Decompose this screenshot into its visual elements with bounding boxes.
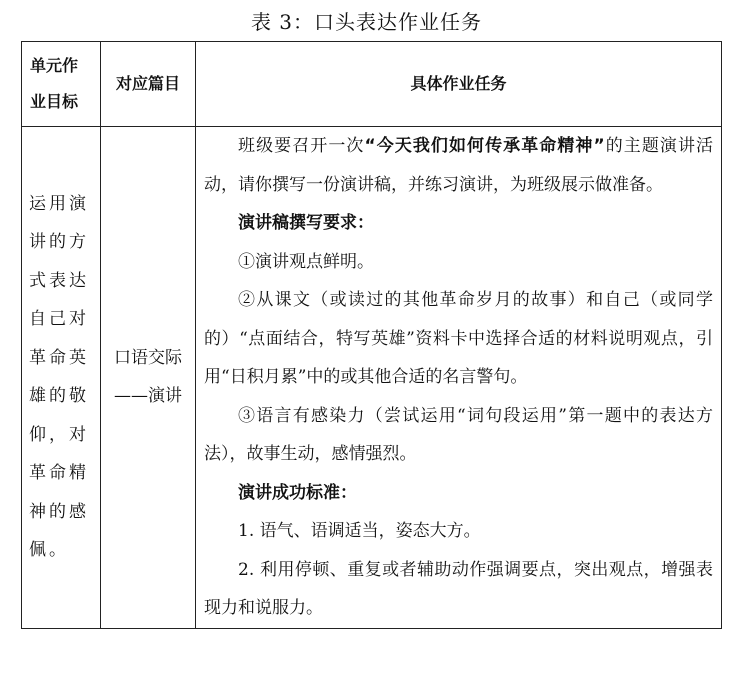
requirements-heading: 演讲稿撰写要求： [238, 213, 374, 233]
header-article: 对应篇目 [101, 42, 196, 127]
article-name: 口语交际 [114, 347, 182, 368]
task-intro-rest: 的主题演讲活动，请你撰写一份演讲稿，并练习演讲，为班级展示做准备。 [204, 136, 714, 195]
cell-task [196, 127, 722, 629]
cell-article [101, 127, 196, 629]
table-row [22, 127, 722, 629]
header-task: 具体作业任务 [196, 42, 722, 127]
header-unit-goal: 单元作业目标 [22, 42, 101, 127]
requirement-item: ①演讲观点鲜明。 [238, 251, 374, 272]
requirement-item: ②从课文（或读过的其他革命岁月的故事）和自己（或同学的）“点面结合，特写英雄”资料卡中选择合适的材料说明观点，引用“日积月累”中的或其他合适的名言警句。 [204, 290, 713, 387]
standard-item: 1. 语气、语调适当，姿态大方。 [238, 521, 481, 541]
requirement-item: ③语言有感染力（尝试运用“词句段运用”第一题中的表达方法），故事生动，感情强烈。 [204, 405, 713, 464]
oral-task-table [21, 41, 722, 629]
table-caption: 表 3：口头表达作业任务 [250, 10, 483, 34]
task-intro-lead: 班级要召开一次 [238, 136, 365, 156]
article-subtitle: ——演讲 [114, 386, 182, 407]
standard-item: 2. 利用停顿、重复或者辅助动作强调要点，突出观点，增强表现力和说服力。 [204, 559, 713, 618]
task-intro [204, 127, 713, 204]
cell-unit-goal: 运用演讲的方式表达自己对革命英雄的敬仰，对革命精神的感佩。 [22, 127, 101, 629]
speech-theme: “今天我们如何传承革命精神” [364, 136, 605, 156]
table-header-row [22, 42, 722, 127]
standards-heading: 演讲成功标准： [238, 482, 357, 503]
